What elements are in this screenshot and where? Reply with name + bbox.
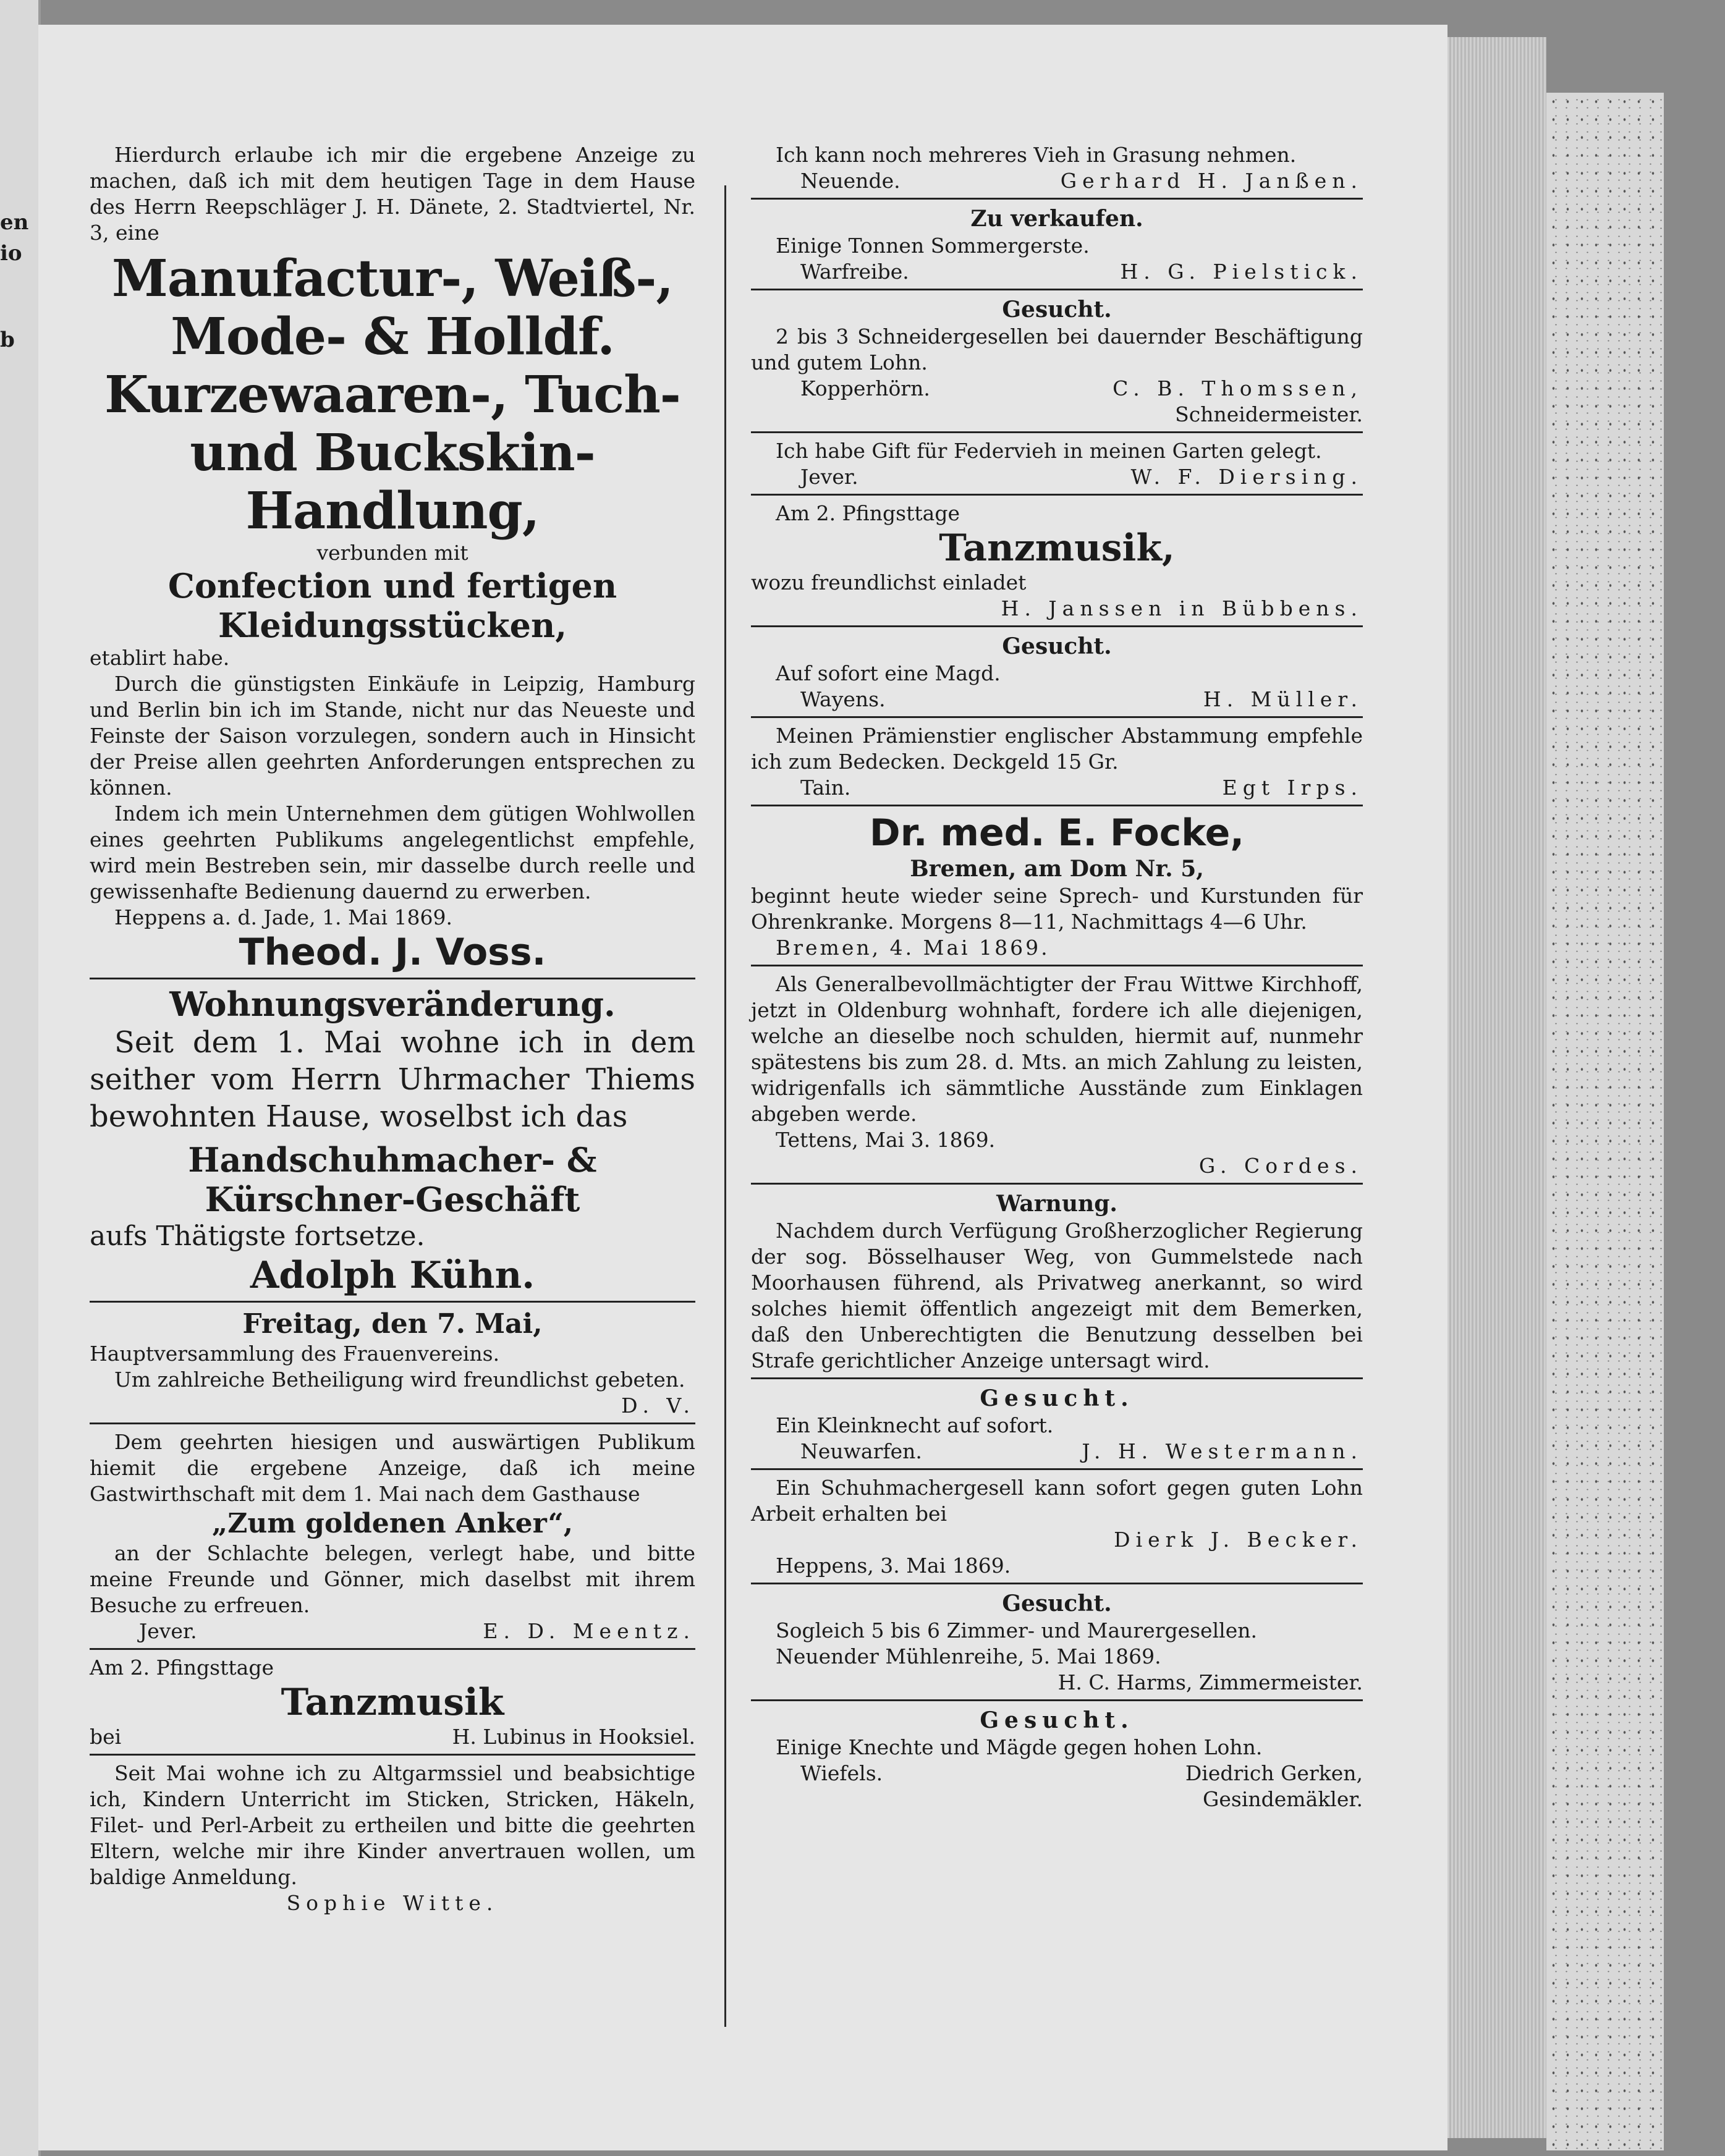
separator-rule (751, 431, 1363, 433)
ad-date: Heppens a. d. Jade, 1. Mai 1869. (114, 905, 453, 929)
ad-text: Am 2. Pfingsttage (776, 501, 960, 525)
ad-schuhmacher (751, 1475, 1363, 1579)
ad-gift (751, 438, 1363, 490)
ad-verkaufen (751, 205, 1363, 285)
separator-rule (751, 1377, 1363, 1379)
separator-rule (90, 1648, 695, 1650)
ad-text: Als Generalbevollmächtigter der Frau Wittwe Kirchhoff, jetzt in Oldenburg wohnhaft, fordere ich alle diejenigen, welche an dieselbe noch schulden, hiermit auf, nunmehr spätestens bis zum 28. d. Mts. an mich Zahlung zu leisten, widrigenfalls ich sämmtliche Ausstände zum Einklagen abgeben werde. (751, 972, 1363, 1126)
ad-text: 2 bis 3 Schneidergesellen bei dauernder Beschäftigung und gutem Lohn. (751, 324, 1363, 374)
ad-date: Neuender Mühlenreihe, 5. Mai 1869. (776, 1644, 1161, 1668)
ad-headline: Gesucht. (1002, 297, 1112, 323)
book-block-edge (1546, 93, 1664, 2150)
ad-signature: G. Cordes. (1198, 1154, 1363, 1178)
ad-text: beginnt heute wieder seine Sprech- und Kurstunden für Ohrenkranke. Morgens 8—11, Nachmittags 4—6 Uhr. (751, 884, 1363, 934)
ad-headline: Dr. med. E. Focke, (869, 811, 1245, 855)
ad-headline: Wohnungsveränderung. (169, 984, 616, 1024)
ad-gesucht-gesellen (751, 1589, 1363, 1696)
ad-signature: Dierk J. Becker. (1114, 1528, 1363, 1552)
ad-place: Jever. (139, 1619, 197, 1643)
ad-signature: Diedrich Gerken, (1185, 1761, 1363, 1785)
ad-gesucht-schneider (751, 295, 1363, 428)
ad-place: Neuwarfen. (800, 1439, 922, 1463)
ad-text: Hierdurch erlaube ich mir die ergebene Anzeige zu machen, daß ich mit dem heutigen Tage in dem Hause des Herrn Reepschläger J. H. Dänete, 2. Stadtviertel, Nr. 3, eine (90, 143, 695, 245)
ad-gesucht-knechte (751, 1706, 1363, 1812)
separator-rule (751, 965, 1363, 966)
ad-place: Wayens. (800, 687, 886, 711)
ad-headline: Warnung. (996, 1191, 1117, 1217)
ad-text: Ein Schuhmachergesell kann sofort gegen guten Lohn Arbeit erhalten bei (751, 1476, 1363, 1526)
gutter-fragment: en (0, 210, 29, 235)
separator-rule (751, 1699, 1363, 1701)
ad-gesucht-magd (751, 632, 1363, 712)
ad-subheadline: Confection und fertigen Kleidungsstücken, (167, 566, 617, 645)
ad-wohnung (90, 984, 695, 1297)
ad-headline: Gesucht. (980, 1385, 1134, 1411)
ad-stier (751, 723, 1363, 801)
ad-signature: H. Lubinus in Hooksiel. (452, 1725, 695, 1749)
ad-text: Nachdem durch Verfügung Großherzoglicher Regierung der sog. Bösselhauser Weg, von Gummelstede nach Moorhausen führend, als Privatweg anerkannt, so wird solches hiemit öffentlich angezeigt mit dem Bemerken, daß den Unberechtigten die Benutzung desselben bei Strafe gerichtlicher Anzeige untersagt wird. (751, 1219, 1363, 1372)
ad-subheadline: Bremen, am Dom Nr. 5, (910, 856, 1204, 882)
separator-rule (751, 805, 1363, 806)
ad-text: Einige Knechte und Mägde gegen hohen Lohn. (776, 1735, 1263, 1759)
ad-signature: Adolph Kühn. (250, 1254, 535, 1297)
ad-signature: H. Janssen in Bübbens. (1001, 596, 1363, 620)
column-divider (724, 185, 726, 2027)
previous-page-gutter (0, 0, 41, 2156)
ad-signature: Egt Irps. (1222, 776, 1363, 800)
ad-subheadline: Handschuhmacher- & Kürschner-Geschäft (188, 1140, 597, 1219)
ad-text: Ein Kleinknecht auf sofort. (776, 1413, 1054, 1437)
ad-text: Auf sofort eine Magd. (776, 661, 1001, 685)
ad-signature: H. G. Pielstick. (1120, 260, 1363, 284)
ad-text: Einige Tonnen Sommergerste. (776, 234, 1090, 258)
ad-place: Tain. (800, 776, 851, 800)
ad-signature-role: Gesindemäkler. (1203, 1787, 1363, 1811)
separator-rule (751, 289, 1363, 290)
page-edges (1447, 37, 1546, 2138)
ad-headline: Tanzmusik, (939, 526, 1175, 570)
separator-rule (90, 1754, 695, 1756)
separator-rule (751, 494, 1363, 496)
ad-text: Sogleich 5 bis 6 Zimmer- und Maurergesellen. (776, 1618, 1257, 1642)
ad-manufactur (90, 142, 695, 974)
ad-headline: Gesucht. (1002, 1591, 1112, 1617)
separator-rule (90, 1423, 695, 1424)
ad-place: Wiefels. (800, 1761, 883, 1785)
ad-signature: H. Müller. (1203, 687, 1363, 711)
ad-text: Seit dem 1. Mai wohne ich in dem seither vom Herrn Uhrmacher Thiems bewohnten Hause, woselbst ich das (90, 1025, 695, 1134)
ad-signature: D. V. (621, 1393, 695, 1418)
ad-headline: Freitag, den 7. Mai, (242, 1308, 543, 1340)
separator-rule (751, 1183, 1363, 1185)
ad-tanzmusik-buebbens (751, 501, 1363, 622)
left-column (90, 142, 695, 1916)
ad-signature: Sophie Witte. (286, 1891, 499, 1915)
ad-text: bei (90, 1725, 122, 1749)
ad-signature: Theod. J. Voss. (239, 931, 546, 974)
ad-signature: Gerhard H. Janßen. (1060, 169, 1363, 193)
ad-text: Um zahlreiche Betheiligung wird freundlichst gebeten. (114, 1368, 685, 1392)
ad-anker (90, 1429, 695, 1644)
right-column (751, 142, 1363, 1812)
ad-headline: Tanzmusik (281, 1681, 504, 1724)
ad-headline: Zu verkaufen. (970, 206, 1143, 232)
separator-rule (751, 1583, 1363, 1584)
ad-unterricht (90, 1761, 695, 1916)
ad-text: aufs Thätigste fortsetze. (90, 1220, 425, 1252)
ad-text: Dem geehrten hiesigen und auswärtigen Publikum hiemit die ergebene Anzeige, daß ich meine Gastwirthschaft mit dem 1. Mai nach dem Gasthause (90, 1430, 695, 1506)
ad-tanzmusik-hooksiel (90, 1655, 695, 1750)
ad-warnung (751, 1190, 1363, 1374)
separator-rule (751, 1468, 1363, 1470)
ad-place: Warfreibe. (800, 260, 909, 284)
ad-text: Durch die günstigsten Einkäufe in Leipzig, Hamburg und Berlin bin ich im Stande, nicht nur das Neueste und Feinste der Saison vorzulegen, sondern auch in Hinsicht der Preise allen geehrten Anforderungen entsprechen zu können. (90, 672, 695, 800)
ad-focke (751, 811, 1363, 961)
ad-place: Neuende. (800, 169, 901, 193)
separator-rule (751, 716, 1363, 718)
separator-rule (90, 1301, 695, 1303)
separator-rule (90, 978, 695, 979)
gutter-fragment: io (0, 241, 22, 266)
gutter-fragment: b (0, 328, 15, 352)
ad-signature: J. H. Westermann. (1082, 1439, 1363, 1463)
ad-text: Meinen Prämienstier englischer Abstammung empfehle ich zum Bedecken. Deckgeld 15 Gr. (751, 724, 1363, 774)
ad-date: Heppens, 3. Mai 1869. (776, 1554, 1011, 1578)
ad-text: Ich kann noch mehreres Vieh in Grasung nehmen. (776, 143, 1297, 167)
ad-signature: E. D. Meentz. (483, 1619, 695, 1643)
ad-headline: „Zum goldenen Anker“, (211, 1508, 574, 1539)
ad-text: Indem ich mein Unternehmen dem gütigen Wohlwollen eines geehrten Publikums angelegentlichst empfehle, wird mein Bestreben sein, mir dasselbe durch reelle und gewissenhafte Bedienung dauernd zu erwerben. (90, 801, 695, 903)
ad-signature: W. F. Diersing. (1130, 465, 1363, 489)
ad-signature: C. B. Thomssen, (1113, 376, 1363, 400)
ad-text: Seit Mai wohne ich zu Altgarmssiel und beabsichtige ich, Kindern Unterricht im Sticken, Stricken, Häkeln, Filet- und Perl-Arbeit zu ertheilen und bitte die geehrten Eltern, welche mir ihre Kinder anvertrauen wollen, um baldige Anmeldung. (90, 1761, 695, 1889)
ad-headline: Gesucht. (1002, 633, 1112, 659)
ad-vieh (751, 142, 1363, 194)
separator-rule (751, 625, 1363, 627)
ad-text: verbunden mit (316, 541, 468, 565)
ad-headline: Manufactur-, Weiß-, Mode- & Holldf. Kurzewaaren-, Tuch- und Buckskin-Handlung, (104, 249, 680, 541)
ad-text: Ich habe Gift für Federvieh in meinen Garten gelegt. (776, 439, 1322, 463)
ad-signature-role: Schneidermeister. (1175, 402, 1363, 426)
ad-text: an der Schlachte belegen, verlegt habe, und bitte meine Freunde und Gönner, mich daselbst mit ihrem Besuche zu erfreuen. (90, 1541, 695, 1617)
ad-text: Hauptversammlung des Frauenvereins. (90, 1342, 500, 1366)
ad-text: etablirt habe. (90, 646, 230, 670)
ad-frauenverein (90, 1308, 695, 1419)
ad-signature: H. C. Harms, Zimmermeister. (1057, 1670, 1363, 1694)
ad-place: Jever. (800, 465, 858, 489)
ad-headline: Gesucht. (980, 1707, 1134, 1733)
ad-date: Bremen, 4. Mai 1869. (776, 936, 1050, 960)
ad-text: Am 2. Pfingsttage (90, 1655, 274, 1680)
ad-kirchhoff (751, 971, 1363, 1179)
ad-text: wozu freundlichst einladet (751, 570, 1027, 594)
separator-rule (751, 198, 1363, 200)
ad-place: Kopperhörn. (800, 376, 930, 400)
ad-date: Tettens, Mai 3. 1869. (776, 1128, 996, 1152)
ad-gesucht-kleinknecht (751, 1384, 1363, 1465)
